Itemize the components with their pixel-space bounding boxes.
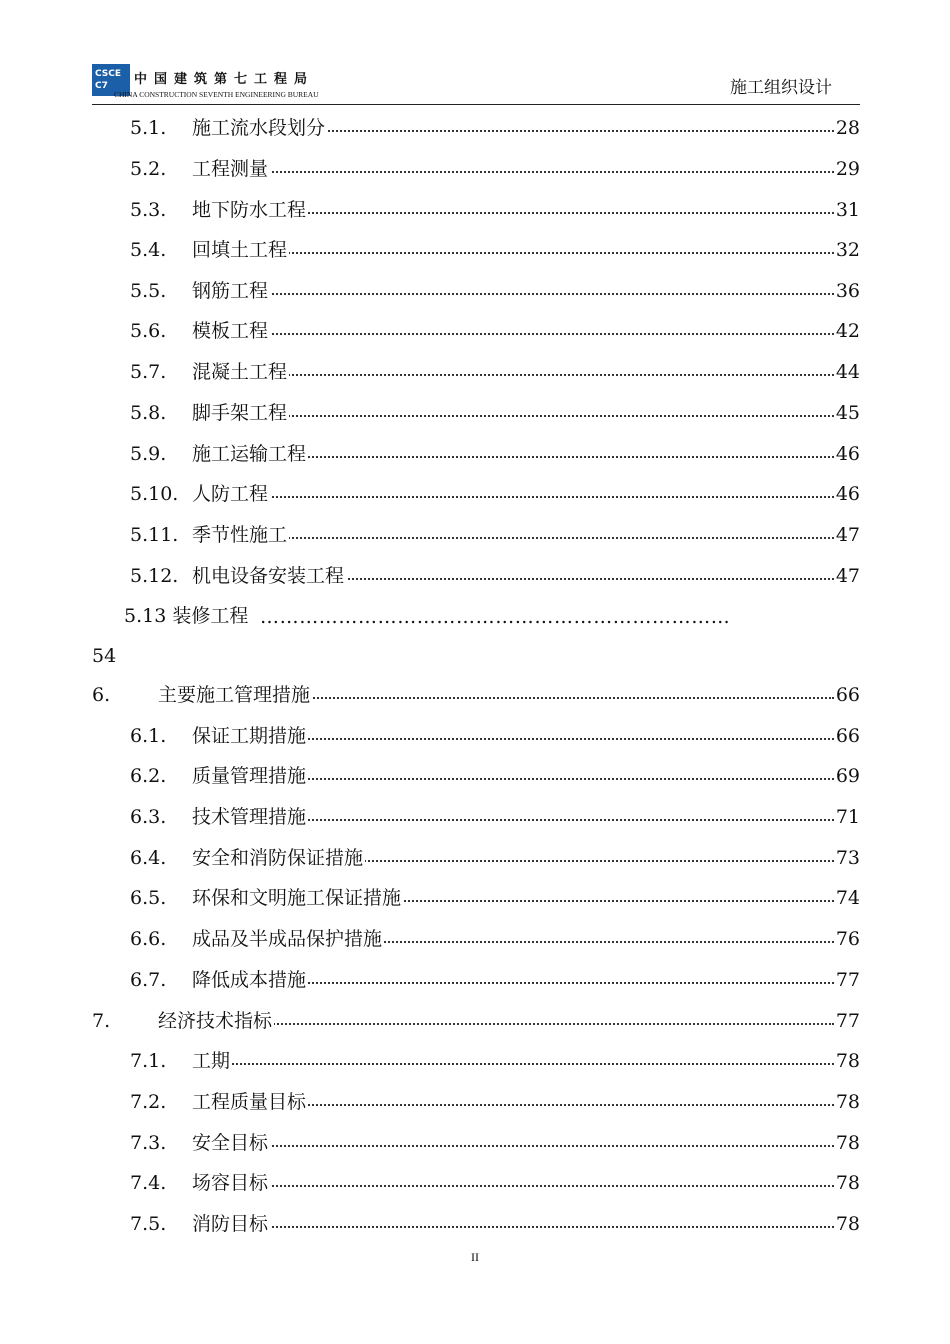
toc-entry-title: 模板工程: [192, 320, 269, 342]
toc-entry-number: 5.2.: [130, 158, 167, 180]
toc-entry[interactable]: [130, 1130, 860, 1156]
toc-entry[interactable]: [130, 1170, 860, 1196]
toc-entry-title: 施工流水段划分: [192, 117, 326, 139]
toc-entry-title: 消防目标: [192, 1213, 269, 1235]
organization-name-en: CHINA CONSTRUCTION SEVENTH ENGINEERING BUREAU: [114, 90, 319, 99]
toc-entry-5-13-leader: ………………………………………………………………: [260, 606, 731, 628]
toc-entry-page: 74: [835, 887, 860, 909]
toc-entry[interactable]: [130, 804, 860, 830]
toc-entry[interactable]: [130, 115, 860, 141]
toc-entry-number: 5.11.: [130, 524, 179, 546]
toc-entry-page: 77: [835, 969, 860, 991]
toc-entry-number: 5.4.: [130, 239, 167, 261]
toc-dot-leader: [192, 333, 834, 335]
toc-entry-number: 6.3.: [130, 806, 167, 828]
logo-text-bottom: C7: [95, 81, 108, 91]
toc-entry-page: 66: [835, 725, 860, 747]
toc-entry-title: 安全和消防保证措施: [192, 847, 364, 869]
toc-entry-number: 7.4.: [130, 1172, 167, 1194]
toc-entry-page: 47: [835, 524, 860, 546]
toc-entry[interactable]: [130, 278, 860, 304]
toc-dot-leader: [192, 1185, 834, 1187]
logo-text-top: CSCE: [95, 69, 122, 79]
toc-dot-leader: [192, 1145, 834, 1147]
toc-entry-title: 经济技术指标: [158, 1010, 273, 1032]
toc-entry-page: 45: [835, 402, 860, 424]
toc-dot-leader: [192, 1063, 834, 1065]
toc-entry-page: 78: [835, 1172, 860, 1194]
toc-entry-page: 46: [835, 443, 860, 465]
toc-entry[interactable]: [130, 763, 860, 789]
toc-entry-page: 36: [835, 280, 860, 302]
toc-entry-page: 32: [835, 239, 860, 261]
toc-entry-number: 5.8.: [130, 402, 167, 424]
toc-dot-leader: [192, 171, 834, 173]
toc-entry-page: 29: [835, 158, 860, 180]
toc-entry-title: 工期: [192, 1050, 231, 1072]
toc-entry-page: 46: [835, 483, 860, 505]
toc-entry-title: 季节性施工: [192, 524, 288, 546]
toc-entry-number: 5.9.: [130, 443, 167, 465]
toc-entry-number: 7.3.: [130, 1132, 167, 1154]
toc-entry[interactable]: [92, 1008, 860, 1034]
toc-entry[interactable]: [130, 400, 860, 426]
toc-entry-5-13-page: 54: [92, 645, 117, 667]
toc-entry[interactable]: [130, 926, 860, 952]
toc-entry[interactable]: [130, 359, 860, 385]
organization-name-cn: 中国建筑第七工程局: [134, 72, 315, 87]
toc-entry-number: 6.4.: [130, 847, 167, 869]
toc-dot-leader: [192, 1226, 834, 1228]
toc-entry[interactable]: [130, 845, 860, 871]
toc-entry-5-13-label[interactable]: 5.13 装修工程: [124, 605, 249, 627]
toc-entry-number: 7.1.: [130, 1050, 167, 1072]
toc-entry[interactable]: [130, 318, 860, 344]
page-number: II: [471, 1250, 479, 1264]
toc-dot-leader: [192, 496, 834, 498]
toc-entry-title: 环保和文明施工保证措施: [192, 887, 402, 909]
toc-entry-title: 机电设备安装工程: [192, 565, 345, 587]
toc-entry[interactable]: [130, 522, 860, 548]
toc-entry-title: 质量管理措施: [192, 765, 307, 787]
toc-entry-number: 7.2.: [130, 1091, 167, 1113]
toc-entry-number: 7.5.: [130, 1213, 167, 1235]
toc-entry-title: 施工运输工程: [192, 443, 307, 465]
toc-entry[interactable]: [92, 682, 860, 708]
toc-entry-title: 工程测量: [192, 158, 269, 180]
toc-entry[interactable]: [130, 967, 860, 993]
toc-entry-number: 6.1.: [130, 725, 167, 747]
toc-entry-number: 6.2.: [130, 765, 167, 787]
toc-entry-page: 71: [835, 806, 860, 828]
toc-entry-number: 6.: [92, 684, 111, 706]
toc-entry-number: 6.6.: [130, 928, 167, 950]
toc-entry-title: 主要施工管理措施: [158, 684, 311, 706]
toc-dot-leader: [192, 293, 834, 295]
toc-entry-title: 成品及半成品保护措施: [192, 928, 383, 950]
toc-entry-page: 42: [835, 320, 860, 342]
toc-entry-number: 5.7.: [130, 361, 167, 383]
toc-entry-title: 地下防水工程: [192, 199, 307, 221]
toc-entry-page: 77: [835, 1010, 860, 1032]
toc-entry-title: 保证工期措施: [192, 725, 307, 747]
toc-entry-page: 66: [835, 684, 860, 706]
toc-entry-page: 78: [835, 1091, 860, 1113]
toc-entry[interactable]: [130, 441, 860, 467]
toc-entry-number: 6.5.: [130, 887, 167, 909]
toc-entry-title: 人防工程: [192, 483, 269, 505]
toc-entry-title: 技术管理措施: [192, 806, 307, 828]
toc-entry[interactable]: [130, 563, 860, 589]
toc-entry[interactable]: [130, 197, 860, 223]
page-header: [92, 62, 860, 105]
toc-entry[interactable]: [130, 1089, 860, 1115]
toc-entry-page: 78: [835, 1050, 860, 1072]
toc-entry-page: 76: [835, 928, 860, 950]
toc-entry[interactable]: [130, 723, 860, 749]
toc-entry[interactable]: [130, 237, 860, 263]
toc-entry-title: 回填土工程: [192, 239, 288, 261]
toc-entry-number: 6.7.: [130, 969, 167, 991]
toc-entry-number: 5.3.: [130, 199, 167, 221]
toc-entry-title: 混凝土工程: [192, 361, 288, 383]
toc-entry-number: 5.5.: [130, 280, 167, 302]
toc-entry[interactable]: [130, 885, 860, 911]
toc-entry-number: 7.: [92, 1010, 111, 1032]
toc-entry-page: 69: [835, 765, 860, 787]
toc-entry-title: 脚手架工程: [192, 402, 288, 424]
document-title: 施工组织设计: [730, 78, 832, 98]
toc-entry-title: 钢筋工程: [192, 280, 269, 302]
toc-entry-page: 78: [835, 1213, 860, 1235]
toc-entry-title: 场容目标: [192, 1172, 269, 1194]
toc-entry-page: 28: [835, 117, 860, 139]
toc-entry-title: 安全目标: [192, 1132, 269, 1154]
toc-entry[interactable]: [130, 156, 860, 182]
toc-entry-page: 31: [835, 199, 860, 221]
toc-entry-number: 5.6.: [130, 320, 167, 342]
toc-entry-page: 47: [835, 565, 860, 587]
toc-entry-number: 5.1.: [130, 117, 167, 139]
toc-entry-number: 5.10.: [130, 483, 179, 505]
toc-entry-page: 73: [835, 847, 860, 869]
toc-entry-page: 44: [835, 361, 860, 383]
toc-entry-page: 78: [835, 1132, 860, 1154]
toc-entry-title: 降低成本措施: [192, 969, 307, 991]
toc-entry-number: 5.12.: [130, 565, 179, 587]
toc-entry-title: 工程质量目标: [192, 1091, 307, 1113]
toc-entry[interactable]: [130, 1048, 860, 1074]
toc-entry[interactable]: [130, 481, 860, 507]
toc-entry[interactable]: [130, 1211, 860, 1237]
